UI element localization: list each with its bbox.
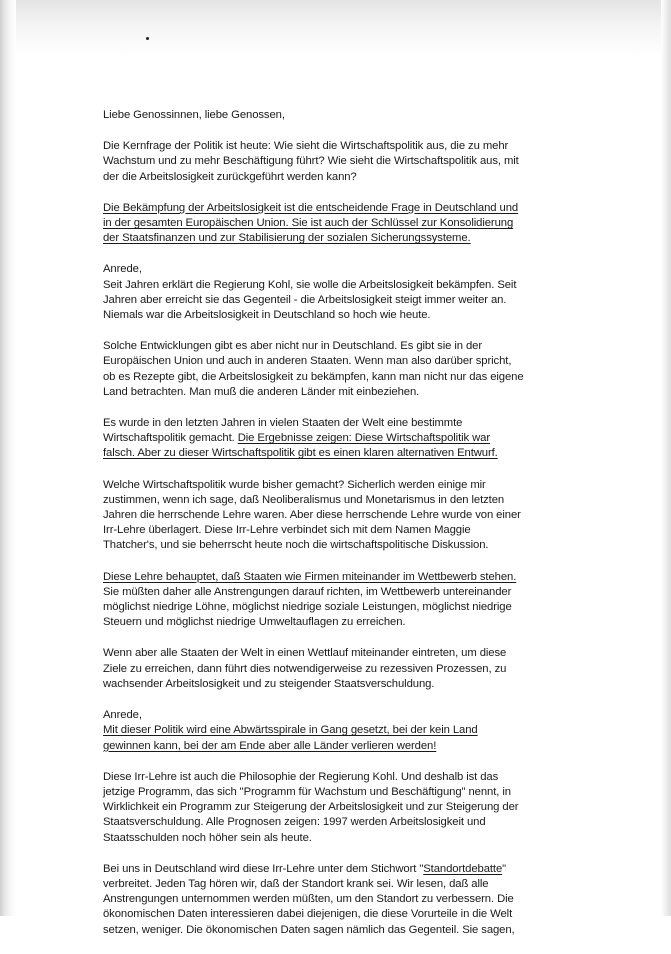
text-line (103, 585, 633, 600)
text-line (103, 739, 633, 754)
line-text: wachsender Arbeitslosigkeit und zu steigender Staatsverschuldung. (103, 677, 435, 690)
line-text: Staatsverschuldung. Alle Prognosen zeigen: 1997 werden Arbeitslosigkeit und (103, 816, 486, 829)
paragraph (103, 478, 633, 554)
line-text: falsch. Aber zu dieser Wirtschaftspolitik gibt es einen klaren alternativen Entwurf. (103, 447, 498, 460)
line-text: verbreitet. Jeden Tag hören wir, daß der Standort krank sei. Wir lesen, daß alle (103, 877, 489, 890)
line-text: Bei uns in Deutschland wird diese Irr-Lehre unter dem Stichwort " (103, 862, 424, 875)
salutation (103, 108, 633, 123)
line-text: möglichst niedrige Löhne, möglichst niedrige soziale Leistungen, möglichst niedrige (103, 601, 512, 614)
text-line (103, 570, 633, 585)
text-line (103, 923, 633, 938)
line-text: Anrede, (103, 709, 142, 722)
text-line (103, 600, 633, 615)
line-text: Seit Jahren erklärt die Regierung Kohl, sie wolle die Arbeitslosigkeit bekämpfen. Seit (103, 278, 517, 291)
line-text: Solche Entwicklungen gibt es aber nicht nur in Deutschland. Es gibt sie in der (103, 340, 483, 353)
line-text: Thatcher's, und sie beherrscht heute noch die wirtschaftspolitische Diskussion. (103, 539, 489, 552)
scan-shadow-top (0, 0, 671, 55)
text-line (103, 493, 633, 508)
line-text: Anstrengungen unternommen werden müßten, um den Standort zu verbessern. Die (103, 893, 514, 906)
line-text: Wachstum und zu mehr Beschäftigung führt? Wie sieht die Wirtschaftspolitik aus, mit (103, 155, 519, 168)
text-line (103, 862, 633, 877)
text-line (103, 646, 633, 661)
line-text: Land betrachten. Man muß die anderen Länder mit einbeziehen. (103, 385, 420, 398)
line-text: Sie müßten daher alle Anstrengungen darauf richten, im Wettbewerb untereinander (103, 585, 512, 598)
line-text: ob es Rezepte gibt, die Arbeitslosigkeit zu bekämpfen, kann man nicht nur das eigene (103, 370, 524, 383)
line-text: zustimmen, wenn ich sage, daß Neoliberalismus und Monetarismus in den letzten (103, 493, 505, 506)
line-text: der die Arbeitslosigkeit zurückgeführt werden kann? (103, 170, 357, 183)
text-line (103, 723, 633, 738)
line-text: setzen, weniger. Die ökonomischen Daten sagen nämlich das Gegenteil. Sie sagen, (103, 923, 515, 936)
line-text: Jahren aber erreicht sie das Gegenteil - die Arbeitslosigkeit steigt immer weiter an. (103, 293, 507, 306)
line-text: Staatsschulden noch höher sein als heute. (103, 831, 312, 844)
text-line (103, 416, 633, 431)
text-line (103, 370, 633, 385)
text-line (103, 907, 633, 922)
line-after: " (502, 862, 507, 875)
paragraph (103, 201, 633, 247)
line-text: Anrede, (103, 263, 142, 276)
paragraph (103, 570, 633, 631)
paragraph (103, 770, 633, 846)
line-text: ökonomischen Daten interessieren dabei diejenigen, die diese Vorurteile in die Welt (103, 908, 513, 921)
paragraphs (103, 139, 633, 938)
text-line (103, 892, 633, 907)
text-line (103, 139, 633, 154)
line-text: Es wurde in den letzten Jahren in vielen Staaten der Welt eine bestimmte (103, 417, 463, 430)
text-line (103, 262, 633, 277)
text-line (103, 785, 633, 800)
text-line (103, 154, 633, 169)
paragraph (103, 262, 633, 323)
text-line (103, 231, 633, 246)
line-text: Irr-Lehre überlagert. Diese Irr-Lehre verbindet sich mit dem Namen Maggie (103, 524, 471, 537)
text-line (103, 815, 633, 830)
paragraph (103, 139, 633, 185)
text-line (103, 201, 633, 216)
text-line (103, 478, 633, 493)
line-text: Wenn aber alle Staaten der Welt in einen Wettlauf miteinander eintreten, um diese (103, 647, 507, 660)
paragraph (103, 708, 633, 754)
line-text: Europäischen Union und auch in anderen Staaten. Wenn man also darüber spricht, (103, 355, 512, 368)
text-line (103, 831, 633, 846)
line-text: Welche Wirtschaftspolitik wurde bisher gemacht? Sicherlich werden einige mir (103, 478, 486, 491)
text-line (103, 216, 633, 231)
line-text: in der gesamten Europäischen Union. Sie ist auch der Schlüssel zur Konsolidierung (103, 217, 514, 230)
letter-body (103, 108, 633, 954)
paragraph (103, 862, 633, 938)
line-text: gewinnen kann, bei der am Ende aber alle Länder verlieren werden! (103, 739, 437, 752)
line-text: Niemals war die Arbeitslosigkeit in Deutschland so hoch wie heute. (103, 309, 431, 322)
line-text: Mit dieser Politik wird eine Abwärtsspirale in Gang gesetzt, bei der kein Land (103, 724, 478, 737)
line-text: Die Kernfrage der Politik ist heute: Wie sieht die Wirtschaftspolitik aus, die zu mehr (103, 140, 509, 153)
line-text: Diese Irr-Lehre ist auch die Philosophie der Regierung Kohl. Und deshalb ist das (103, 770, 499, 783)
text-line (103, 170, 633, 185)
scan-speckle (146, 37, 149, 40)
salutation-line: Liebe Genossinnen, liebe Genossen, (103, 109, 285, 121)
line-emphasis: Die Ergebnisse zeigen: Diese Wirtschaftspolitik war (237, 432, 491, 445)
paragraph (103, 339, 633, 400)
text-line (103, 677, 633, 692)
paragraph (103, 646, 633, 692)
text-line (103, 770, 633, 785)
line-text: Diese Lehre behauptet, daß Staaten wie Firmen miteinander im Wettbewerb stehen. (103, 570, 517, 583)
text-line (103, 308, 633, 323)
scan-shadow-right (661, 0, 671, 916)
line-text: Wirklichkeit ein Programm zur Steigerung der Arbeitslosigkeit und zur Steigerung der (103, 801, 519, 814)
text-line (103, 708, 633, 723)
text-line (103, 278, 633, 293)
paragraph (103, 416, 633, 462)
text-line (103, 293, 633, 308)
text-line (103, 446, 633, 461)
line-text: jetzige Programm, das sich "Programm für Wachstum und Beschäftigung" nennt, in (103, 785, 511, 798)
line-text: Jahren die herrschende Lehre waren. Aber diese herrschende Lehre wurde von einer (103, 509, 521, 522)
text-line (103, 431, 633, 446)
text-line (103, 800, 633, 815)
line-text: Steuern und möglichst niedrige Umweltauflagen zu erreichen. (103, 616, 406, 629)
line-text: Die Bekämpfung der Arbeitslosigkeit ist die entscheidende Frage in Deutschland und (103, 201, 519, 214)
text-line (103, 339, 633, 354)
line-text: Wirtschaftspolitik gemacht. (103, 432, 238, 445)
text-line (103, 538, 633, 553)
text-line (103, 662, 633, 677)
text-line (103, 523, 633, 538)
text-line (103, 385, 633, 400)
text-line (103, 615, 633, 630)
text-line (103, 508, 633, 523)
line-text: Ziele zu erreichen, dann führt dies notwendigerweise zu rezessiven Prozessen, zu (103, 662, 507, 675)
line-keyword: Standortdebatte (423, 862, 503, 875)
line-text: der Staatsfinanzen und zur Stabilisierung der sozialen Sicherungssysteme. (103, 232, 471, 245)
scan-shadow-left (0, 0, 16, 916)
text-line (103, 877, 633, 892)
text-line (103, 354, 633, 369)
